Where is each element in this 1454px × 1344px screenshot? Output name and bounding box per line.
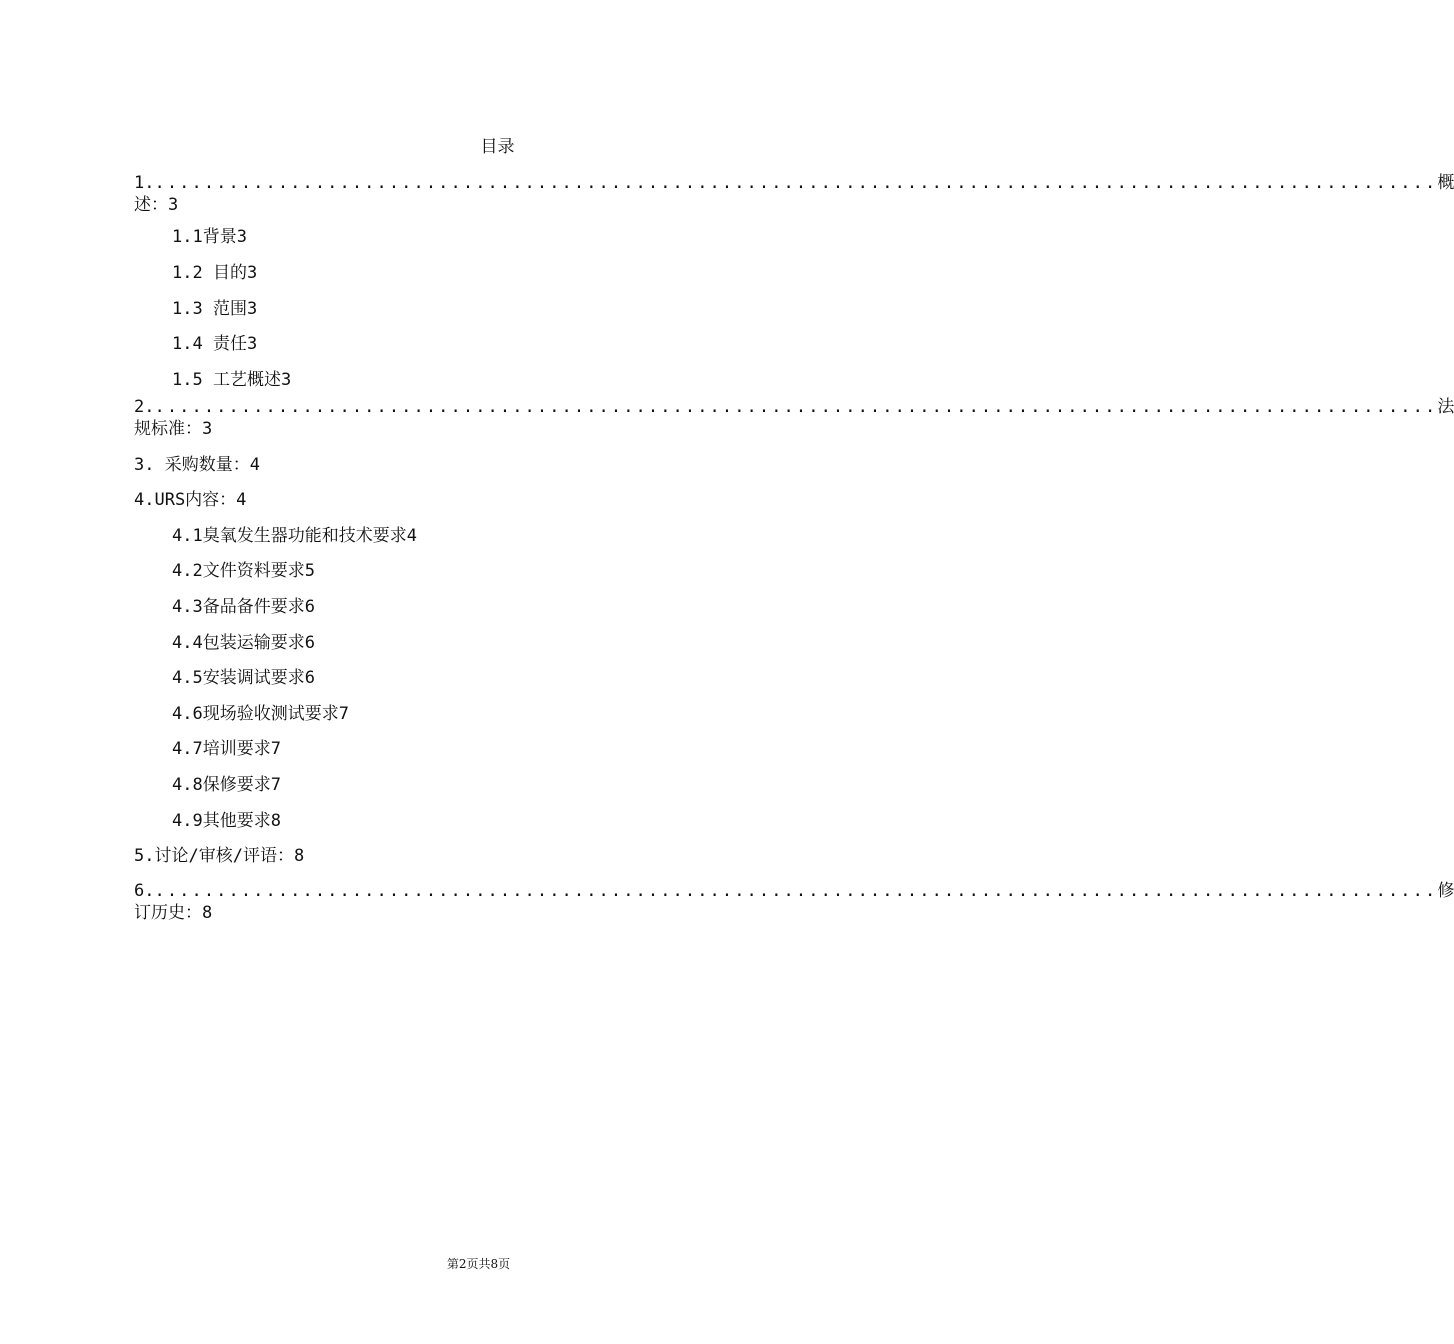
- toc-entry-number: 6.: [134, 881, 155, 901]
- toc-entry-1-3[interactable]: 1.3 范围3: [172, 299, 258, 319]
- table-of-contents: [134, 172, 1454, 924]
- toc-entry-title-start: 概: [1437, 173, 1454, 193]
- page-footer: 第2页共8页: [446, 1257, 511, 1271]
- toc-entry-title-continuation: 订历史：8: [134, 903, 213, 923]
- toc-entry-1-4[interactable]: 1.4 责任3: [172, 334, 258, 354]
- toc-entry-4[interactable]: 4.URS内容：4: [134, 490, 247, 510]
- toc-entry-4-8[interactable]: 4.8保修要求7: [172, 775, 281, 795]
- toc-entry-4-1[interactable]: 4.1臭氧发生器功能和技术要求4: [172, 526, 417, 546]
- toc-title: 目录: [480, 137, 515, 157]
- toc-entry-4-6[interactable]: 4.6现场验收测试要求7: [172, 704, 349, 724]
- toc-entry-4-9[interactable]: 4.9其他要求8: [172, 811, 281, 831]
- toc-entry-4-5[interactable]: 4.5安装调试要求6: [172, 668, 315, 688]
- leader-dots: ........................................................................................................: [154, 173, 1438, 193]
- toc-entry-1-1[interactable]: 1.1背景3: [172, 227, 247, 247]
- toc-entry-4-4[interactable]: 4.4包装运输要求6: [172, 633, 315, 653]
- toc-entry-number: 2.: [134, 397, 155, 417]
- toc-entry-4-7[interactable]: 4.7培训要求7: [172, 739, 281, 759]
- leader-dots: ........................................................................................................: [154, 397, 1438, 417]
- toc-entry-6[interactable]: [134, 880, 1454, 924]
- leader-dots: ........................................................................................................: [154, 881, 1438, 901]
- toc-entry-3[interactable]: 3. 采购数量：4: [134, 455, 260, 475]
- toc-entry-1-5[interactable]: 1.5 工艺概述3: [172, 370, 292, 390]
- toc-entry-1-2[interactable]: 1.2 目的3: [172, 263, 258, 283]
- toc-entry-number: 1.: [134, 173, 155, 193]
- toc-entry-title-start: 修: [1437, 881, 1454, 901]
- toc-entry-title-continuation: 述：3: [134, 195, 179, 215]
- toc-entry-4-3[interactable]: 4.3备品备件要求6: [172, 597, 315, 617]
- toc-entry-2[interactable]: [134, 396, 1454, 440]
- toc-entry-title-start: 法: [1437, 397, 1454, 417]
- toc-entry-4-2[interactable]: 4.2文件资料要求5: [172, 561, 315, 581]
- toc-entry-1[interactable]: [134, 172, 1454, 216]
- toc-entry-title-continuation: 规标准：3: [134, 419, 213, 439]
- toc-entry-5[interactable]: 5.讨论/审核/评语：8: [134, 846, 305, 866]
